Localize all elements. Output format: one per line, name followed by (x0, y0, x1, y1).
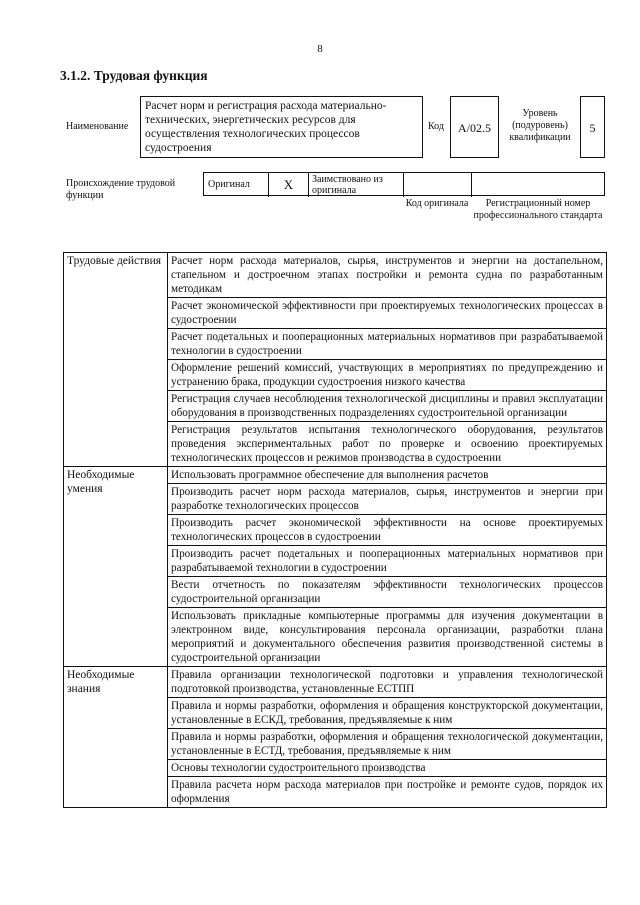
item-cell: Расчет подетальных и пооперационных материальных нормативов при разрабатываемой технологии в судостроении (168, 329, 607, 360)
item-cell: Регистрация случаев несоблюдения технологической дисциплины и правил эксплуатации оборудования в производственных подразделениях судостроительной организации (168, 391, 607, 422)
function-table (63, 252, 607, 808)
code-label: Код (428, 121, 444, 132)
table-row (64, 253, 607, 298)
item-cell: Производить расчет норм расхода материалов, сырья, инструментов и энергии при разработке технологических процессов (168, 484, 607, 515)
item-cell: Правила и нормы разработки, оформления и обращения технологической документации, установленные в ЕСТД, требования, предъявляемые к ним (168, 729, 607, 760)
item-cell: Расчет норм расхода материалов, сырья, инструментов и энергии на достапельном, стапельном и достроечном этапах постройки и ремонта судна по разработанным методикам (168, 253, 607, 298)
reg-number-cell (472, 173, 604, 197)
item-cell: Правила и нормы разработки, оформления и обращения конструкторской документации, установленные в ЕСКД, требования, предъявляемые к ним (168, 698, 607, 729)
item-cell: Правила расчета норм расхода материалов при постройке и ремонте судов, порядок их оформления (168, 777, 607, 808)
category-cell: Трудовые действия (64, 253, 168, 467)
borrowed-label: Заимствовано из оригинала (309, 173, 404, 197)
table-row (64, 467, 607, 484)
item-cell: Вести отчетность по показателям эффективности технологических процессов судостроительной организации (168, 577, 607, 608)
function-name-box: Расчет норм и регистрация расхода материально-технических, энергетических ресурсов для осуществления технологических процессов судостроения (140, 96, 423, 158)
name-label: Наименование (66, 121, 129, 132)
section-title: 3.1.2. Трудовая функция (60, 68, 208, 83)
item-cell: Регистрация результатов испытания технологического оборудования, результатов проведения экспериментальных работ по проверке и освоению проектируемых технологических процессов и режимов производства в судостроении (168, 422, 607, 467)
category-cell: Необходимые умения (64, 467, 168, 667)
origin-row (203, 172, 605, 196)
table-row (64, 667, 607, 698)
item-cell: Расчет экономической эффективности при проектируемых технологических процессах в судостроении (168, 298, 607, 329)
item-cell: Правила организации технологической подготовки и управления технологической подготовкой производства, установленные ЕСТПП (168, 667, 607, 698)
item-cell: Использовать прикладные компьютерные программы для изучения документации в электронном виде, консультирования персонала организации, разработки плана мероприятий и документального обеспечения развития производственной системы в судостроительной организации (168, 608, 607, 667)
reg-number-label: Регистрационный номер профессионального стандарта (473, 198, 603, 221)
page-number: 8 (317, 43, 323, 55)
item-cell: Производить расчет подетальных и пооперационных материальных нормативов при разрабатываемой технологии в судостроении (168, 546, 607, 577)
code-value: A/02.5 (450, 96, 499, 158)
category-cell: Необходимые знания (64, 667, 168, 808)
item-cell: Использовать программное обеспечение для выполнения расчетов (168, 467, 607, 484)
origin-label: Происхождение трудовой функции (66, 178, 176, 201)
level-label: Уровень (подуровень) квалификации (509, 108, 571, 143)
code-original-cell (404, 173, 472, 197)
item-cell: Производить расчет экономической эффективности на основе проектируемых технологических процессов в судостроении (168, 515, 607, 546)
item-cell: Основы технологии судостроительного производства (168, 760, 607, 777)
level-value: 5 (580, 96, 605, 158)
code-original-label: Код оригинала (405, 198, 469, 209)
item-cell: Оформление решений комиссий, участвующих в мероприятиях по предупреждению и устранению брака, продукции судостроения низкого качества (168, 360, 607, 391)
original-mark: X (269, 173, 309, 197)
original-label: Оригинал (204, 173, 269, 197)
